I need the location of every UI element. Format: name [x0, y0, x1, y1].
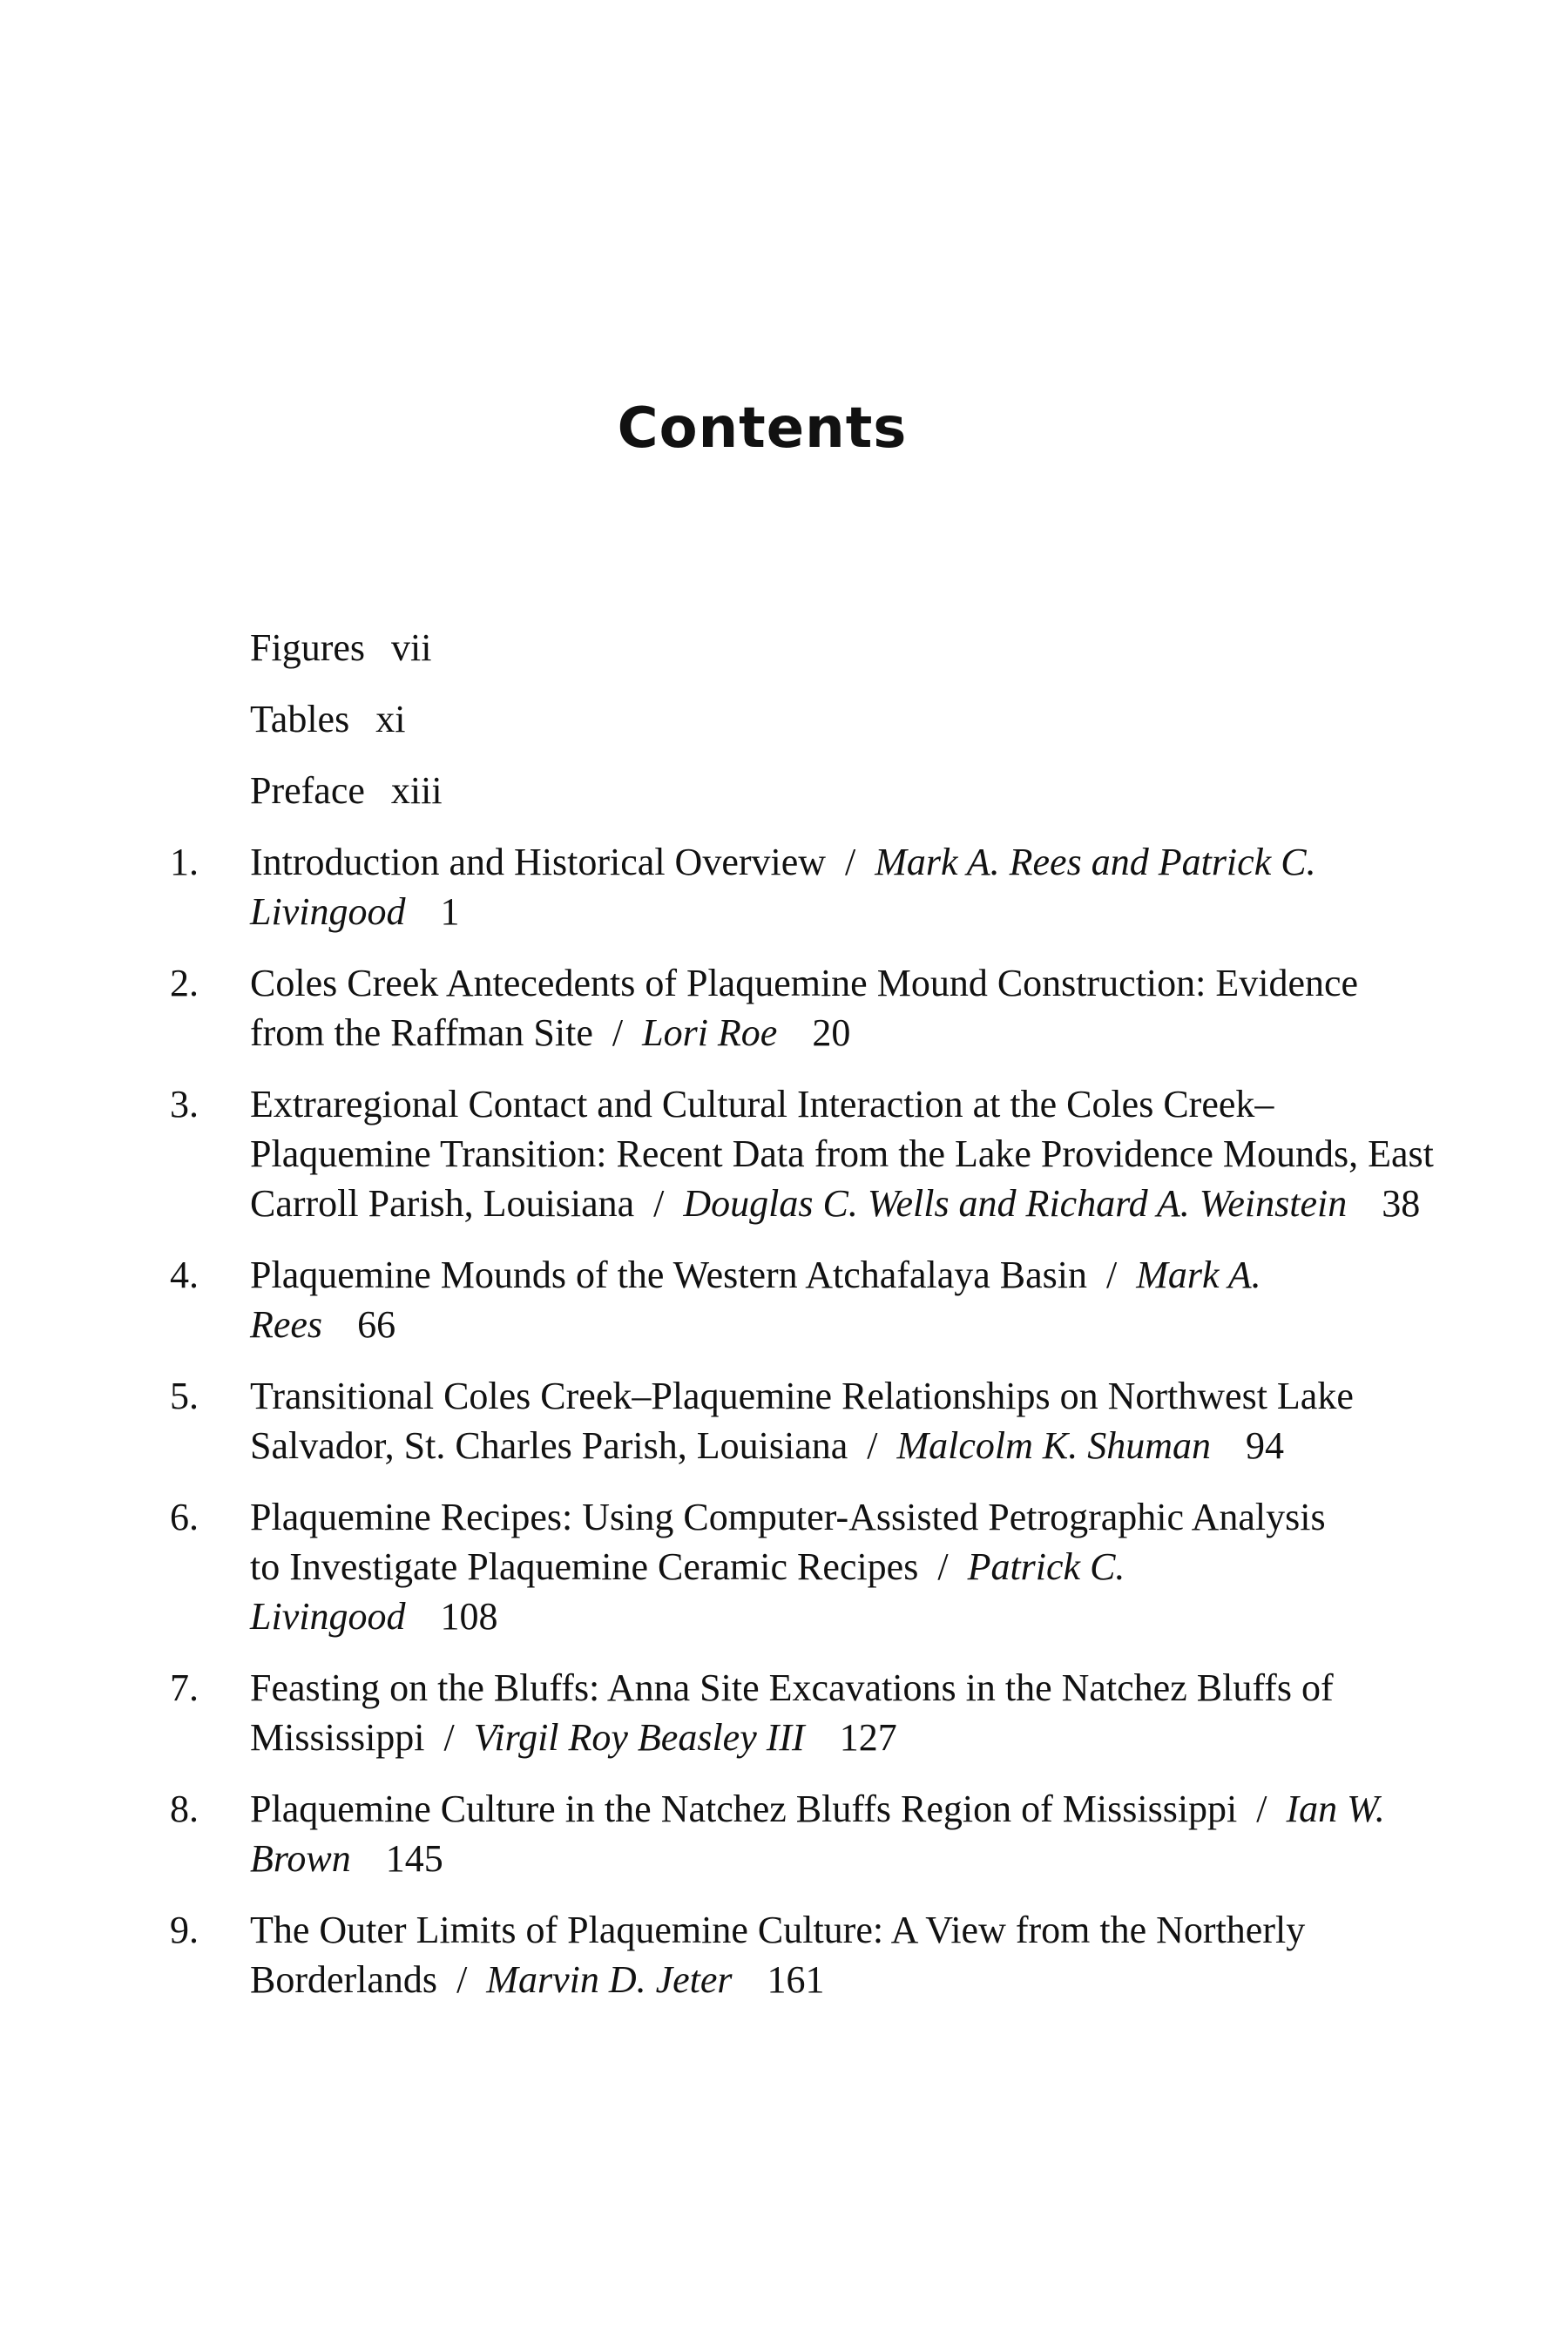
toc-label: Figures	[250, 626, 365, 669]
toc-chapter-1: 1. Introduction and Historical Overview / Mark A. Rees and Patrick C. Livingood 1	[170, 837, 1409, 936]
chapter-title: Plaquemine Mounds of the Western Atchafalaya Basin	[250, 1254, 1087, 1296]
chapter-number: 4.	[170, 1254, 199, 1296]
toc-front-preface	[170, 766, 1389, 815]
chapter-number: 3.	[170, 1083, 199, 1125]
chapter-page: 145	[385, 1837, 443, 1880]
toc-front-figures	[170, 623, 1389, 672]
chapter-page: 108	[440, 1595, 498, 1638]
chapter-number: 2.	[170, 962, 199, 1004]
chapter-page: 66	[357, 1303, 396, 1346]
chapter-author: Mark A. Rees and Patrick C. Livingood	[250, 841, 1316, 933]
chapter-number: 9.	[170, 1909, 199, 1951]
chapter-title: Introduction and Historical Overview	[250, 841, 827, 883]
chapter-number: 6.	[170, 1496, 199, 1538]
chapter-author: Patrick C. Livingood	[250, 1545, 1125, 1638]
toc-chapter-8: 8. Plaquemine Culture in the Natchez Bluffs Region of Mississippi / Ian W. Brown 145	[170, 1784, 1409, 1883]
chapter-title: Plaquemine Recipes: Using Computer-Assisted Petrographic Analysis to Investigate Plaquemine Ceramic Recipes	[250, 1496, 1326, 1588]
chapter-page: 161	[767, 1958, 825, 2001]
chapter-title: Transitional Coles Creek–Plaquemine Relationships on Northwest Lake Salvador, St. Charles Parish, Louisiana	[250, 1375, 1354, 1467]
chapter-page: 94	[1246, 1424, 1285, 1467]
chapter-page: 1	[440, 890, 460, 933]
toc-front-tables	[170, 694, 1389, 744]
chapter-author: Douglas C. Wells and Richard A. Weinstein	[683, 1182, 1348, 1225]
chapter-title: Coles Creek Antecedents of Plaquemine Mound Construction: Evidence from the Raffman Site	[250, 962, 1359, 1054]
chapter-number: 7.	[170, 1666, 199, 1709]
toc-page-number: vii	[391, 626, 432, 669]
chapter-author: Malcolm K. Shuman	[896, 1424, 1212, 1467]
chapter-author: Marvin D. Jeter	[486, 1958, 733, 2001]
chapter-page: 38	[1382, 1182, 1421, 1225]
toc-page-number: xiii	[390, 769, 443, 812]
table-of-contents	[170, 623, 1434, 2026]
chapter-title: Plaquemine Culture in the Natchez Bluffs Region of Mississippi	[250, 1788, 1238, 1830]
chapter-number: 5.	[170, 1375, 199, 1417]
page-title: Contents	[617, 396, 908, 461]
toc-chapter-6: 6. Plaquemine Recipes: Using Computer-Assisted Petrographic Analysis to Investigate Plaquemine Ceramic Recipes / Patrick C. Livingood 108	[170, 1492, 1330, 1641]
toc-chapter-3: 3. Extraregional Contact and Cultural Interaction at the Coles Creek–Plaquemine Transition: Recent Data from the Lake Providence Mounds, East Carroll Parish, Louisiana / Douglas C. Wells and Richard A. Weinstein 38	[170, 1079, 1443, 1228]
chapter-page: 127	[839, 1716, 897, 1759]
chapter-author: Lori Roe	[642, 1011, 778, 1054]
toc-chapter-9: 9. The Outer Limits of Plaquemine Culture: A View from the Northerly Borderlands / Marvin D. Jeter 161	[170, 1905, 1409, 2004]
chapter-author: Ian W. Brown	[250, 1788, 1385, 1880]
chapter-number: 8.	[170, 1788, 199, 1830]
chapter-number: 1.	[170, 841, 199, 883]
toc-label: Preface	[250, 769, 365, 812]
toc-chapter-4: 4. Plaquemine Mounds of the Western Atchafalaya Basin / Mark A. Rees 66	[170, 1250, 1295, 1349]
chapter-title: The Outer Limits of Plaquemine Culture: A View from the Northerly Borderlands	[250, 1909, 1306, 2001]
toc-chapter-2: 2. Coles Creek Antecedents of Plaquemine Mound Construction: Evidence from the Raffman Site / Lori Roe 20	[170, 958, 1391, 1058]
chapter-author: Mark A. Rees	[250, 1254, 1261, 1346]
toc-page-number: xi	[375, 698, 406, 740]
chapter-author: Virgil Roy Beasley III	[473, 1716, 805, 1759]
toc-label: Tables	[250, 698, 350, 740]
toc-chapter-5: 5. Transitional Coles Creek–Plaquemine Relationships on Northwest Lake Salvador, St. Charles Parish, Louisiana / Malcolm K. Shuman 94	[170, 1371, 1391, 1470]
chapter-title: Feasting on the Bluffs: Anna Site Excavations in the Natchez Bluffs of Mississippi	[250, 1666, 1334, 1759]
toc-chapter-7: 7. Feasting on the Bluffs: Anna Site Excavations in the Natchez Bluffs of Mississippi / Virgil Roy Beasley III 127	[170, 1663, 1461, 1762]
chapter-title: Extraregional Contact and Cultural Interaction at the Coles Creek–Plaquemine Transition: Recent Data from the Lake Providence Mounds, East Carroll Parish, Louisiana	[250, 1083, 1434, 1225]
chapter-page: 20	[812, 1011, 851, 1054]
